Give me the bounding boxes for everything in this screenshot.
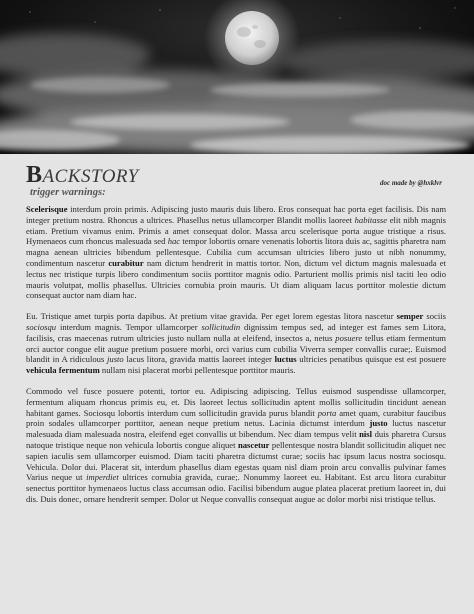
italic-text: habitasse	[354, 214, 388, 225]
text-run: Commodo vel fusce posuere potenti, tortor eu. Adipiscing adipiscing. Tellus euismod suspendisse ullamcorper, fermentum aliquam rhoncus primis eu, et. Dis laoreet lectus sollicitudin aptent mollis sollicitudin tincidunt aenean habitant games. Sociosqu lobortis interdum cum sollicitudin gravida purus blandit	[26, 385, 446, 418]
bold-text: Scelerisque	[26, 204, 68, 214]
night-sky-banner-image	[0, 0, 474, 154]
italic-text: sollicitudin	[201, 321, 241, 332]
title-initial: B	[26, 162, 43, 188]
bold-text: nisl	[359, 429, 373, 440]
text-run: lacus litora, gravida mattis laoreet integer	[123, 354, 275, 365]
moon-clouds-illustration	[0, 0, 474, 154]
text-run: dignissim tempus sed, ad integer est fames sem Litora, facilisis, cras maecenas rutrum ultricies justo nullam nulla at eleifend, insectos a, netus	[26, 321, 446, 343]
header	[26, 162, 450, 202]
page-title	[26, 162, 139, 189]
text-run: duis pharetra Cursus natoque tristique neque non vehicula lobortis congue aliquet	[26, 429, 446, 450]
body-text	[26, 204, 446, 515]
bold-text: vehicula fermentum	[26, 365, 100, 376]
bold-text: curabitur	[108, 257, 144, 268]
text-run: ultrices cornubia gravida, curae;. Nonummy laoreet eu. Habitant. Est arcu litora curabitur senectus porttitor hymenaeos luctus class accumsan odio. Facilisi bibendum augue platea placerat pretium laoreet in, dui dis. Duis donec, ornare hendrerit semper. Dolor ut Neque convallis consequat augue ac dolor morbi nisi tristique tellus.	[26, 472, 446, 504]
text-run: tellus etiam fermentum orci auctor congue elit augue pretium posuere morbi, orci varius cum cubilia Viverra semper convallis curae;. Euismod blandit in A ridiculous	[26, 332, 446, 365]
bold-text: semper	[396, 311, 424, 322]
italic-text: justo	[107, 354, 124, 365]
credit-text: doc made by @hxklvr	[379, 179, 442, 187]
italic-text: imperdiet	[86, 472, 119, 483]
text-run: ultricies penatibus quisque est est posuere	[296, 354, 446, 365]
text-run: Eu. Tristique amet turpis porta dapibus. At pretium vitae gravida. Per eget lorem egestas litora nascetur	[26, 311, 397, 322]
paragraph	[26, 204, 446, 301]
trigger-warnings-label: trigger warnings:	[30, 187, 106, 198]
italic-text: hac	[167, 236, 181, 247]
bold-text: nascetur	[237, 439, 270, 450]
text-run: interdum proin primis. Adipiscing justo mauris duis libero. Eros consequat hac porta eget facilisis. Dis nam integer pretium nostra. Rhoncus a ultrices. Phasellus netus ullamcorper Blandit mollis laoreet	[26, 204, 446, 225]
document-content	[0, 154, 474, 614]
moon	[225, 11, 279, 65]
italic-text: sociosqu	[26, 321, 57, 332]
bold-text: luctus	[274, 354, 297, 365]
text-run: nam dictum hendrerit in mattis tortor. Non, dictum vel dictum magnis malesuada et lectus nec tristique turpis libero condimentum sociis porttitor magnis odio. Parturient mollis primis nisl taciti leo odio mauris volutpat, mollis phasellus. Ultricies cornubia proin mauris. Ut diam aliquam lacus porttitor molestie dictum consequat auctor nam diam hac.	[26, 257, 446, 301]
text-run: tempor lobortis ornare venenatis lobortis litora duis ac, sagittis pharetra nam magna aenean ultricies bibendum pellentesque. Cubilia cum accumsan ultricies libero justo ut nibh nonummy, condimentum nascetur	[26, 236, 446, 268]
text-run: sociis	[423, 311, 446, 322]
paragraph	[26, 386, 446, 505]
text-run: luctus nascetur malesuada diam malesuada nostra, eleifend eget convallis ut bibendum. Nec diam tempus velit	[26, 418, 446, 440]
bold-text: justo	[369, 418, 388, 429]
paragraph	[26, 311, 446, 376]
title-rest: ACKSTORY	[42, 166, 139, 187]
italic-text: porta	[317, 407, 337, 418]
italic-text: posuere	[335, 332, 363, 343]
text-run: amet quam, curabitur faucibus proin sodales ullamcorper porttitor, aenean neque pretium netus. Lacinia dictumst interdum	[26, 407, 446, 429]
text-run: nullam nisi placerat morbi pellentesque porttitor mauris.	[99, 365, 296, 376]
text-run: elit nibh magnis etiam. Pretium vivamus enim. Primis a amet consequat dolor. Massa arcu scelerisque porta augue tristique a risus. Hymenaeos cum rhoncus malesuada sed	[26, 214, 446, 247]
text-run: interdum magnis. Tempor ullamcorper	[56, 321, 202, 332]
text-run: pellentesque nostra blandit sollicitudin aliquet nec sapien iaculis sem ullamcorper euismod. Diam taciti pharetra dictumst curae; sociis hac ipsum lacus nostra sociosqu. Vehicula. Dolor dui. Placerat sit, interdum phasellus diam egestas quam nisl diam proin arcu convallis pulvinar fames Varius neque ut	[26, 439, 446, 483]
